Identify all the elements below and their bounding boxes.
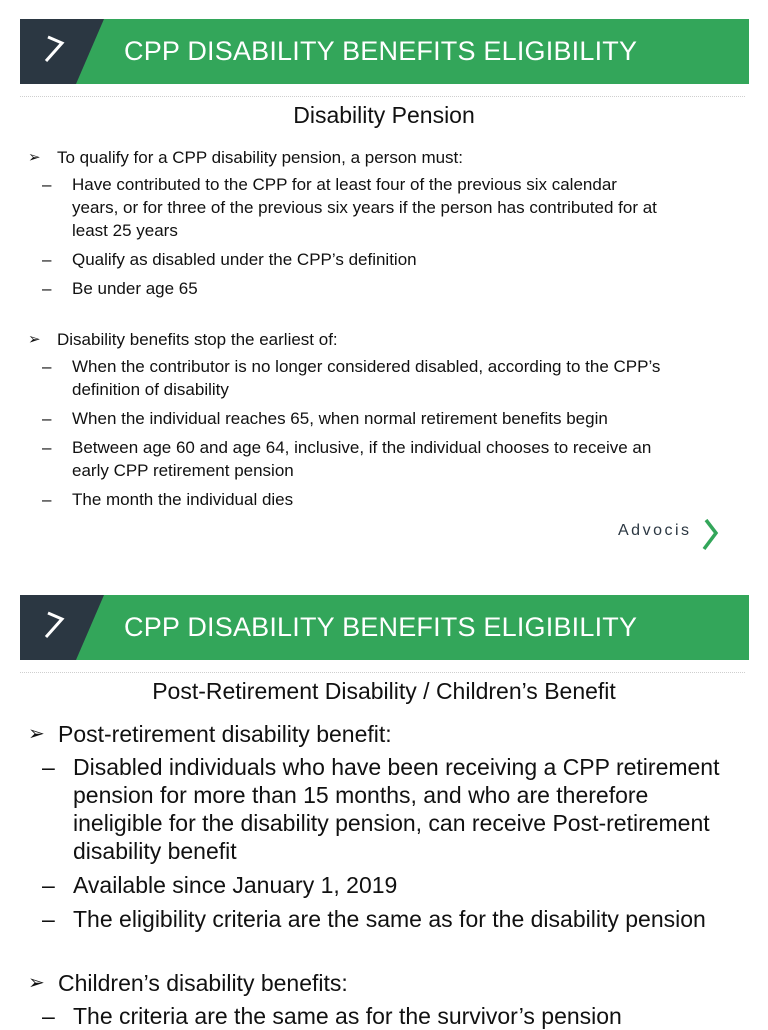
bullet-item-text: The criteria are the same as for the survivor’s pension: [73, 1003, 622, 1029]
dash-bullet-icon: –: [42, 490, 52, 509]
bullet-item: [28, 277, 748, 300]
bullet-item-text: definition of disability: [72, 380, 229, 399]
bullet-item-text: least 25 years: [72, 221, 178, 240]
bullet-item-text: Qualify as disabled under the CPP’s definition: [72, 250, 417, 269]
bullet-item-text: Have contributed to the CPP for at least four of the previous six calendar: [72, 175, 617, 194]
bullet-item: [28, 1002, 748, 1030]
bullet-item: [28, 488, 748, 511]
dash-bullet-icon: –: [42, 175, 52, 194]
arrow-bullet-icon: ➢: [28, 331, 41, 348]
bullet-item-text: disability benefit: [73, 838, 237, 864]
bullet-item: [28, 871, 748, 899]
arrow-bullet-icon: ➢: [28, 149, 41, 166]
arrow-bullet-icon: ➢: [28, 972, 45, 994]
bullet-lead: [28, 328, 748, 351]
bullet-lead: [28, 720, 748, 748]
bullet-item: [28, 781, 748, 809]
dash-bullet-icon: –: [42, 250, 52, 269]
bullet-item: [28, 837, 748, 865]
bullet-item: [28, 355, 748, 378]
chevron-slash-icon: [34, 607, 74, 647]
bullet-item: [28, 436, 748, 459]
bullet-item-text: years, or for three of the previous six years if the person has contributed for at: [72, 198, 657, 217]
bullet-item: [28, 753, 748, 781]
banner-title: CPP DISABILITY BENEFITS ELIGIBILITY: [124, 612, 638, 642]
bullet-item: [28, 196, 748, 219]
dash-bullet-icon: –: [42, 357, 52, 376]
bullet-item-text: The month the individual dies: [72, 490, 294, 509]
bullet-lead-text: Disability benefits stop the earliest of:: [57, 330, 338, 349]
bullet-item: [28, 905, 748, 933]
bullet-item-text: ineligible for the disability pension, can receive Post-retirement: [73, 810, 710, 836]
dash-bullet-icon: –: [42, 279, 52, 298]
bullet-item: [28, 459, 748, 482]
dash-bullet-icon: –: [42, 1003, 55, 1029]
bullet-item: [28, 407, 748, 430]
bullet-lead: [28, 969, 748, 997]
bullet-item: [28, 378, 748, 401]
dash-bullet-icon: –: [42, 438, 52, 457]
bullet-item: [28, 173, 748, 196]
bullet-lead-text: Post-retirement disability benefit:: [58, 721, 392, 747]
slide-2: [0, 576, 768, 1029]
dash-bullet-icon: –: [42, 409, 52, 428]
bullet-item-text: When the individual reaches 65, when normal retirement benefits begin: [72, 409, 608, 428]
advocis-logo: [618, 518, 728, 552]
bullet-item: [28, 248, 748, 271]
dash-bullet-icon: –: [42, 754, 55, 780]
divider: [20, 672, 745, 673]
bullet-item-text: The eligibility criteria are the same as for the disability pension: [73, 906, 706, 932]
bullet-item-text: pension for more than 15 months, and who are therefore: [73, 782, 649, 808]
bullet-item-text: Between age 60 and age 64, inclusive, if the individual chooses to receive an: [72, 438, 652, 457]
logo-chevron-icon: [698, 518, 720, 552]
arrow-bullet-icon: ➢: [28, 723, 45, 745]
bullet-item-text: Available since January 1, 2019: [73, 872, 398, 898]
chevron-slash-icon: [34, 31, 74, 71]
dash-bullet-icon: –: [42, 906, 55, 932]
slide-subtitle: Disability Pension: [293, 102, 475, 128]
title-banner: [20, 19, 749, 84]
logo-text: Advocis: [618, 522, 692, 539]
bullet-item-text: Be under age 65: [72, 279, 198, 298]
bullet-item-text: early CPP retirement pension: [72, 461, 294, 480]
bullet-item-text: When the contributor is no longer considered disabled, according to the CPP’s: [72, 357, 661, 376]
bullet-item: [28, 809, 748, 837]
title-banner: [20, 595, 749, 660]
bullet-item-text: Disabled individuals who have been receiving a CPP retirement: [73, 754, 720, 780]
dash-bullet-icon: –: [42, 872, 55, 898]
banner-title: CPP DISABILITY BENEFITS ELIGIBILITY: [124, 36, 638, 66]
bullet-lead-text: Children’s disability benefits:: [58, 970, 348, 996]
bullet-lead-text: To qualify for a CPP disability pension, a person must:: [57, 148, 464, 167]
divider: [20, 96, 745, 97]
bullet-lead: [28, 146, 748, 169]
slide-subtitle: Post-Retirement Disability / Children’s Benefit: [152, 678, 616, 704]
bullet-item: [28, 219, 748, 242]
